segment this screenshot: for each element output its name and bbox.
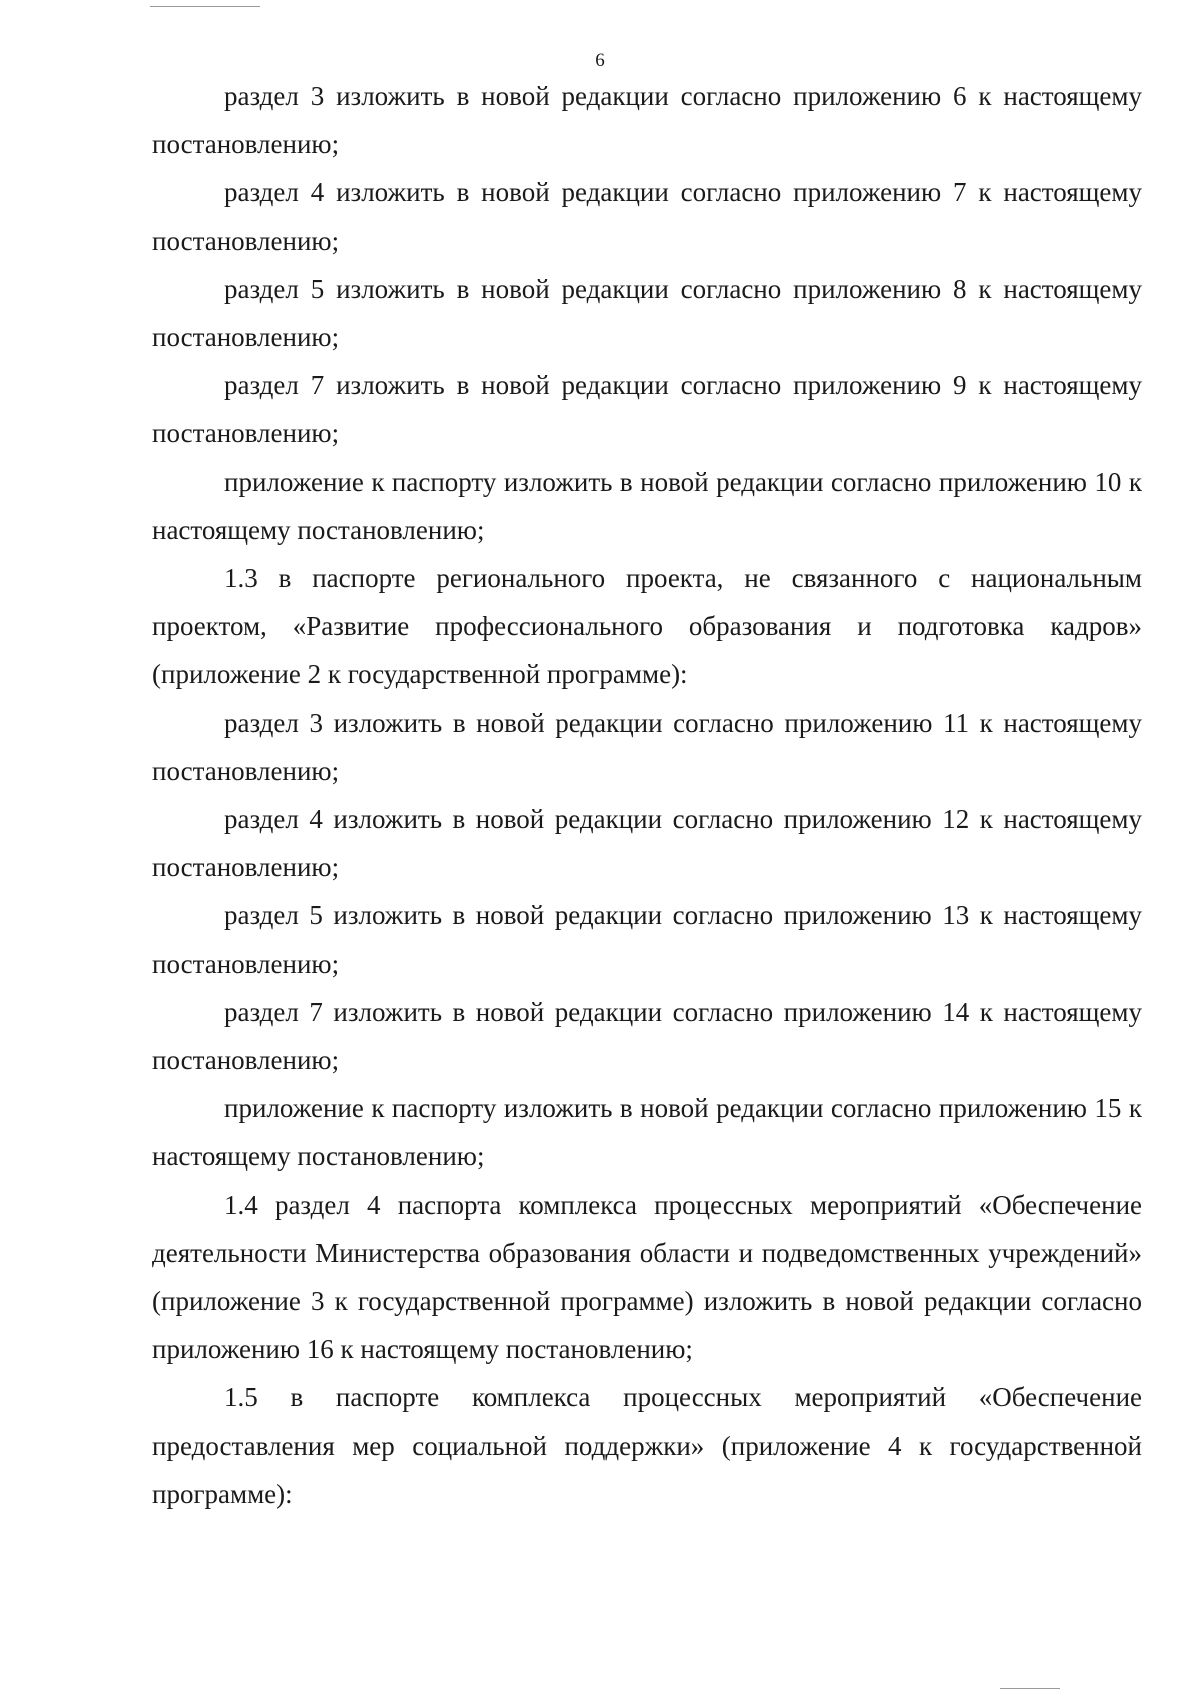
scan-artifact-bottom bbox=[1000, 1688, 1060, 1689]
paragraph: раздел 4 изложить в новой редакции согласно приложению 7 к настоящему постановлению; bbox=[152, 177, 1142, 256]
page-number: 6 bbox=[595, 50, 605, 71]
paragraph: приложение к паспорту изложить в новой редакции согласно приложению 15 к настоящему постановлению; bbox=[152, 1093, 1142, 1172]
scan-artifact-top bbox=[150, 6, 260, 7]
paragraph: раздел 5 изложить в новой редакции согласно приложению 8 к настоящему постановлению; bbox=[152, 273, 1142, 353]
paragraph: 1.4 раздел 4 паспорта комплекса процессных мероприятий «Обеспечение деятельности Министерства образования области и подведомственных учреждений» (приложение 3 к государственной программе) изложить в новой редакции согласно приложению 16 к настоящему постановлению; bbox=[152, 1189, 1142, 1365]
paragraph: раздел 7 изложить в новой редакции согласно приложению 14 к настоящему постановлению; bbox=[152, 996, 1142, 1076]
paragraph: 1.3 в паспорте регионального проекта, не связанного с национальным проектом, «Развитие профессионального образования и подготовка кадров» (приложение 2 к государственной программе): bbox=[152, 563, 1142, 690]
paragraph: раздел 7 изложить в новой редакции согласно приложению 9 к настоящему постановлению; bbox=[152, 370, 1142, 449]
paragraph: приложение к паспорту изложить в новой редакции согласно приложению 10 к настоящему постановлению; bbox=[152, 466, 1142, 545]
paragraph: раздел 3 изложить в новой редакции согласно приложению 11 к настоящему постановлению; bbox=[152, 707, 1142, 786]
paragraph: раздел 5 изложить в новой редакции согласно приложению 13 к настоящему постановлению; bbox=[152, 900, 1142, 979]
paragraph: 1.5 в паспорте комплекса процессных мероприятий «Обеспечение предоставления мер социальной поддержки» (приложение 4 к государственной программе): bbox=[152, 1382, 1142, 1509]
document-body bbox=[152, 72, 1142, 1518]
paragraph: раздел 4 изложить в новой редакции согласно приложению 12 к настоящему постановлению; bbox=[152, 804, 1142, 883]
paragraph: раздел 3 изложить в новой редакции согласно приложению 6 к настоящему постановлению; bbox=[152, 81, 1142, 160]
